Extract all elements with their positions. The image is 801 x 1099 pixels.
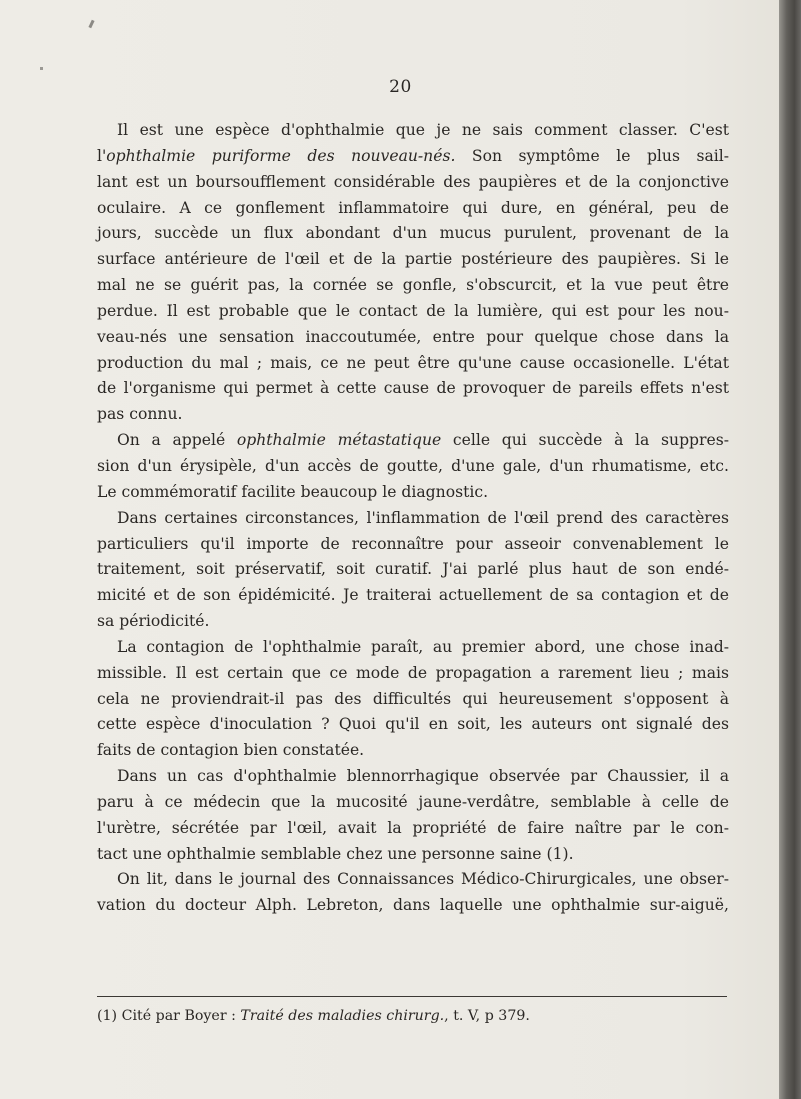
text-line: oculaire. A ce gonflement inflammatoire qui dure, en général, peu de bbox=[97, 198, 729, 217]
page-edge-shadow bbox=[779, 0, 801, 1099]
text-line: jours, succède un flux abondant d'un mucus purulent, provenant de la bbox=[97, 224, 729, 243]
footnote bbox=[97, 1008, 530, 1024]
text-line: production du mal ; mais, ce ne peut être qu'une cause occasionelle. L'état bbox=[97, 353, 729, 372]
text-line: La contagion de l'ophthalmie paraît, au premier abord, une chose inad- bbox=[117, 637, 729, 656]
text-line: Le commémoratif facilite beaucoup le diagnostic. bbox=[97, 482, 489, 501]
text-line: veau-nés une sensation inaccoutumée, entre pour quelque chose dans la bbox=[97, 327, 729, 346]
text-line: de l'organisme qui permet à cette cause de provoquer de pareils effets n'est bbox=[97, 379, 729, 398]
text-line: vation du docteur Alph. Lebreton, dans laquelle une ophthalmie sur-aiguë, bbox=[97, 896, 729, 915]
text-line: missible. Il est certain que ce mode de propagation a rarement lieu ; mais bbox=[97, 663, 729, 682]
text-run: celle qui succède à la suppres- bbox=[441, 431, 729, 450]
text-line: cette espèce d'inoculation ? Quoi qu'il en soit, les auteurs ont signalé des bbox=[97, 715, 729, 734]
text-line: l'urètre, sécrétée par l'œil, avait la propriété de faire naître par le con- bbox=[97, 818, 729, 837]
footnote-marker: (1) bbox=[97, 1008, 118, 1024]
footnote-book-title: Traité des maladies chirurg. bbox=[240, 1008, 445, 1024]
text-line: Dans un cas d'ophthalmie blennorrhagique observée par Chaussier, il a bbox=[117, 767, 729, 786]
emphasized-term: ophthalmie puriforme des nouveau-nés. bbox=[106, 146, 456, 165]
text-run: l' bbox=[97, 146, 107, 165]
text-line: sion d'un érysipèle, d'un accès de goutte, d'une gale, d'un rhumatisme, etc. bbox=[97, 456, 729, 475]
text-line: pas connu. bbox=[97, 405, 183, 424]
text-line: tact une ophthalmie semblable chez une personne saine (1). bbox=[97, 844, 574, 863]
text-line: sa périodicité. bbox=[97, 612, 210, 631]
footnote-text: , t. V, p 379. bbox=[444, 1008, 530, 1024]
body-text bbox=[97, 118, 729, 919]
text-line: cela ne proviendrait-il pas des difficultés qui heureusement s'opposent à bbox=[97, 689, 729, 708]
text-line: Dans certaines circonstances, l'inflammation de l'œil prend des caractères bbox=[117, 508, 729, 527]
footnote-text: Cité par Boyer : bbox=[117, 1008, 241, 1024]
print-speck bbox=[40, 67, 43, 70]
text-line: faits de contagion bien constatée. bbox=[97, 741, 365, 760]
text-line: traitement, soit préservatif, soit curatif. J'ai parlé plus haut de son endé- bbox=[97, 560, 729, 579]
text-line bbox=[97, 428, 729, 454]
text-line: lant est un boursoufflement considérable des paupières et de la conjonctive bbox=[97, 172, 729, 191]
text-run: Son symptôme le plus sail- bbox=[455, 146, 729, 165]
text-line: On lit, dans le journal des Connaissances Médico-Chirurgicales, une obser- bbox=[117, 870, 729, 889]
text-line: perdue. Il est probable que le contact de la lumière, qui est pour les nou- bbox=[97, 301, 729, 320]
text-line: surface antérieure de l'œil et de la partie postérieure des paupières. Si le bbox=[97, 250, 729, 269]
footnote-divider bbox=[97, 996, 727, 997]
text-line: paru à ce médecin que la mucosité jaune-verdâtre, semblable à celle de bbox=[97, 792, 729, 811]
text-run: On a appelé bbox=[117, 431, 237, 450]
text-line: micité et de son épidémicité. Je traiterai actuellement de sa contagion et de bbox=[97, 586, 729, 605]
text-line: particuliers qu'il importe de reconnaître pour asseoir convenablement le bbox=[97, 534, 729, 553]
text-line bbox=[97, 144, 729, 170]
emphasized-term: ophthalmie métastatique bbox=[236, 431, 442, 450]
text-line: mal ne se guérit pas, la cornée se gonfle, s'obscurcit, et la vue peut être bbox=[97, 276, 729, 295]
page-number: 20 bbox=[389, 77, 412, 97]
print-speck bbox=[88, 20, 94, 29]
text-line: Il est une espèce d'ophthalmie que je ne sais comment classer. C'est bbox=[117, 121, 729, 139]
